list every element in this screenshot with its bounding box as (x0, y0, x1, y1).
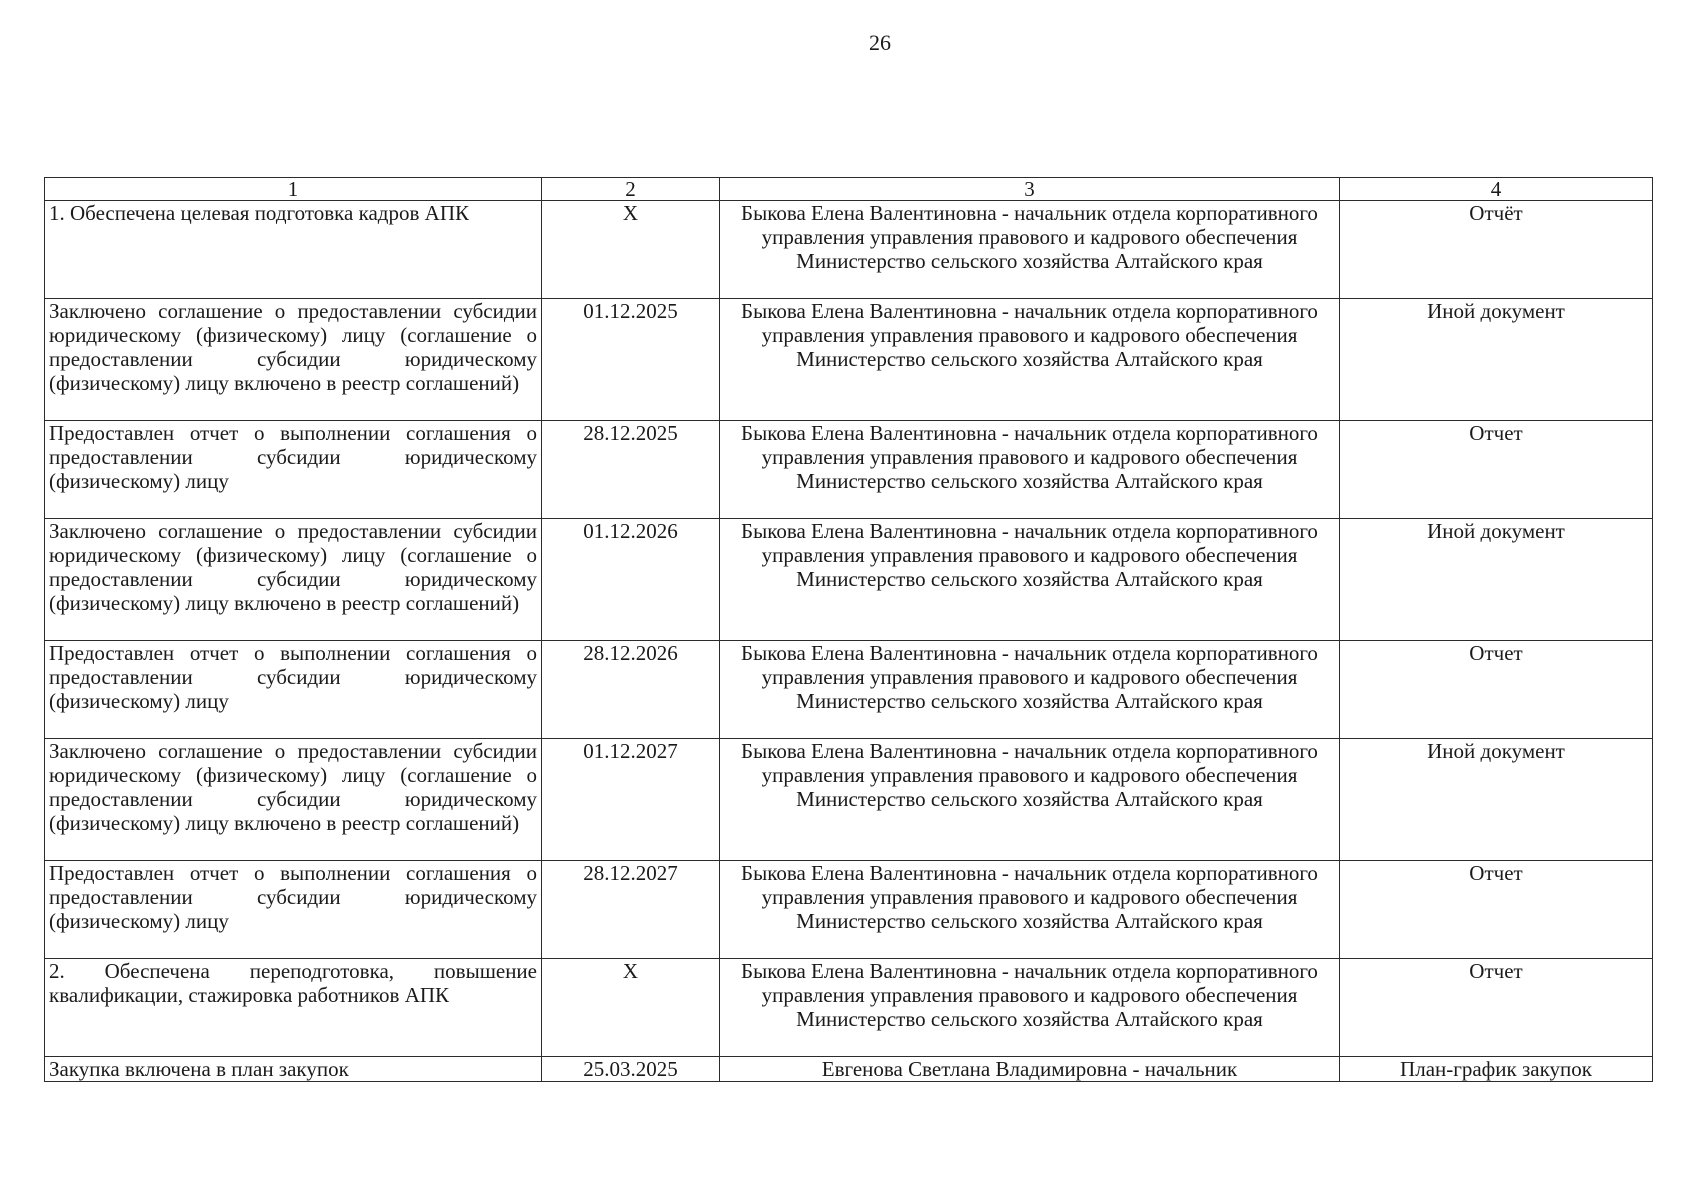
table-row (45, 421, 1653, 519)
responsible-cell: Евгенова Светлана Владимировна - начальник (720, 1057, 1340, 1082)
date-cell: X (542, 201, 720, 299)
date-cell: X (542, 959, 720, 1057)
document-cell: Иной документ (1340, 299, 1653, 421)
date-cell: 01.12.2027 (542, 739, 720, 861)
column-header-2: 2 (542, 178, 720, 201)
event-cell: Заключено соглашение о предоставлении субсидии юридическому (физическому) лицу (соглашение о предоставлении субсидии юридическому (физическому) лицу включено в реестр соглашений) (45, 739, 542, 861)
event-cell: Предоставлен отчет о выполнении соглашения о предоставлении субсидии юридическому (физическому) лицу (45, 861, 542, 959)
event-cell: Заключено соглашение о предоставлении субсидии юридическому (физическому) лицу (соглашение о предоставлении субсидии юридическому (физическому) лицу включено в реестр соглашений) (45, 519, 542, 641)
responsible-cell: Быкова Елена Валентиновна - начальник отдела корпоративного управления управления правового и кадрового обеспечения Министерство сельского хозяйства Алтайского края (720, 421, 1340, 519)
date-cell: 01.12.2025 (542, 299, 720, 421)
table-row (45, 861, 1653, 959)
table-row (45, 641, 1653, 739)
responsible-cell: Быкова Елена Валентиновна - начальник отдела корпоративного управления управления правового и кадрового обеспечения Министерство сельского хозяйства Алтайского края (720, 739, 1340, 861)
responsible-cell: Быкова Елена Валентиновна - начальник отдела корпоративного управления управления правового и кадрового обеспечения Министерство сельского хозяйства Алтайского края (720, 299, 1340, 421)
document-cell: Отчёт (1340, 201, 1653, 299)
table-row (45, 299, 1653, 421)
responsible-cell: Быкова Елена Валентиновна - начальник отдела корпоративного управления управления правового и кадрового обеспечения Министерство сельского хозяйства Алтайского края (720, 959, 1340, 1057)
date-cell: 01.12.2026 (542, 519, 720, 641)
event-cell: Заключено соглашение о предоставлении субсидии юридическому (физическому) лицу (соглашение о предоставлении субсидии юридическому (физическому) лицу включено в реестр соглашений) (45, 299, 542, 421)
document-cell: Отчет (1340, 861, 1653, 959)
table-row (45, 201, 1653, 299)
table-row (45, 1057, 1653, 1082)
event-cell: 2. Обеспечена переподготовка, повышение квалификации, стажировка работников АПК (45, 959, 542, 1057)
document-cell: Отчет (1340, 421, 1653, 519)
document-cell: Отчет (1340, 959, 1653, 1057)
document-cell: Отчет (1340, 641, 1653, 739)
table-row (45, 739, 1653, 861)
date-cell: 28.12.2025 (542, 421, 720, 519)
column-header-1: 1 (45, 178, 542, 201)
date-cell: 28.12.2026 (542, 641, 720, 739)
control-points-table (44, 177, 1653, 1082)
responsible-cell: Быкова Елена Валентиновна - начальник отдела корпоративного управления управления правового и кадрового обеспечения Министерство сельского хозяйства Алтайского края (720, 641, 1340, 739)
document-cell: План-график закупок (1340, 1057, 1653, 1082)
responsible-cell: Быкова Елена Валентиновна - начальник отдела корпоративного управления управления правового и кадрового обеспечения Министерство сельского хозяйства Алтайского края (720, 519, 1340, 641)
document-cell: Иной документ (1340, 739, 1653, 861)
column-header-3: 3 (720, 178, 1340, 201)
date-cell: 28.12.2027 (542, 861, 720, 959)
event-cell: Предоставлен отчет о выполнении соглашения о предоставлении субсидии юридическому (физическому) лицу (45, 421, 542, 519)
header-row (45, 178, 1653, 201)
table-row (45, 959, 1653, 1057)
responsible-cell: Быкова Елена Валентиновна - начальник отдела корпоративного управления управления правового и кадрового обеспечения Министерство сельского хозяйства Алтайского края (720, 201, 1340, 299)
page-number: 26 (869, 30, 891, 55)
column-header-4: 4 (1340, 178, 1653, 201)
table-row (45, 519, 1653, 641)
event-cell: Предоставлен отчет о выполнении соглашения о предоставлении субсидии юридическому (физическому) лицу (45, 641, 542, 739)
document-cell: Иной документ (1340, 519, 1653, 641)
event-cell: Закупка включена в план закупок (45, 1057, 542, 1082)
date-cell: 25.03.2025 (542, 1057, 720, 1082)
responsible-cell: Быкова Елена Валентиновна - начальник отдела корпоративного управления управления правового и кадрового обеспечения Министерство сельского хозяйства Алтайского края (720, 861, 1340, 959)
event-cell: 1. Обеспечена целевая подготовка кадров АПК (45, 201, 542, 299)
